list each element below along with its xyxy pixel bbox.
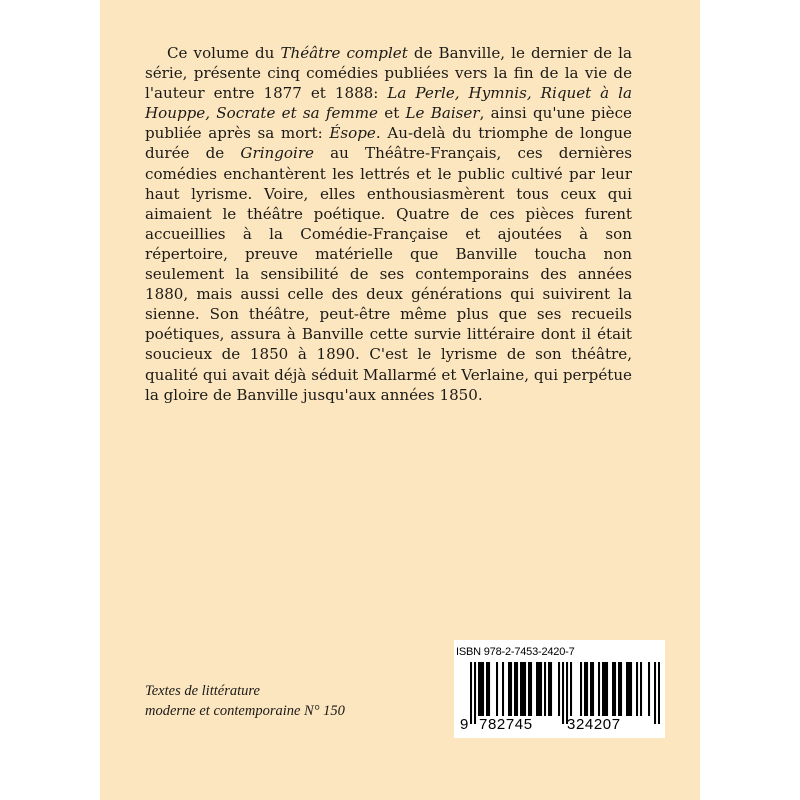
- blurb-title-italic: Le Baiser: [405, 104, 480, 123]
- barcode-bar: [470, 662, 472, 724]
- series-line-2: moderne et contemporaine N° 150: [145, 703, 345, 719]
- barcode-bar: [524, 662, 526, 716]
- barcode-bar: [496, 662, 498, 716]
- barcode-bar: [604, 662, 606, 716]
- barcode-bar: [516, 662, 518, 716]
- barcode-digits-right: 324207: [567, 716, 621, 733]
- barcode-bar: [606, 662, 608, 716]
- barcode-bar: [570, 662, 572, 716]
- barcode-bar: [630, 662, 632, 716]
- blurb-title-italic: Ésope: [329, 124, 376, 143]
- blurb-title-italic: La Perle, Hymnis, Riquet à la Houppe, Socrate et sa femme: [145, 84, 632, 123]
- barcode-bar: [562, 662, 564, 724]
- series-info: [145, 681, 345, 721]
- barcode-bar: [508, 662, 510, 716]
- barcode-bar: [558, 662, 560, 716]
- barcode-digits-left: 782745: [479, 716, 533, 733]
- barcode-bar: [482, 662, 484, 716]
- blurb-text: , ainsi qu'une pièce publiée après sa mort:: [145, 104, 632, 143]
- barcode-bar: [654, 662, 656, 724]
- barcode-bar: [528, 662, 530, 716]
- blurb-text: Ce volume du: [167, 44, 281, 62]
- barcode-bar: [592, 662, 594, 716]
- barcode-bars: [470, 662, 660, 724]
- barcode-bar: [658, 662, 660, 724]
- series-line-1: Textes de littérature: [145, 683, 260, 699]
- barcode-bar: [640, 662, 642, 716]
- barcode-bar: [520, 662, 522, 716]
- barcode-bar: [584, 662, 586, 716]
- blurb-text: et: [378, 104, 406, 123]
- barcode-bar: [626, 662, 628, 716]
- back-cover-blurb: [145, 43, 632, 405]
- back-cover: [100, 0, 700, 800]
- barcode-bar: [550, 662, 552, 716]
- barcode-digit-first: 9: [460, 716, 469, 733]
- barcode-bar: [538, 662, 540, 716]
- barcode-bar: [488, 662, 490, 716]
- barcode-bar: [636, 662, 638, 716]
- barcode-bar: [620, 662, 622, 716]
- barcode-bar: [536, 662, 538, 716]
- blurb-text: au Théâtre-Français, ces dernières comédies enchantèrent les lettrés et le public cultivé par leur haut lyrisme. Voire, elles enthousiasmèrent tous ceux qui aimaient le théâtre poétique. Quatre de ces pièces furent accueillies à la Comédie-Française et ajoutées à son répertoire, preuve matérielle que Banville toucha non seulement la sensibilité de ses contemporains des années 1880, mais aussi celle des deux générations qui suivirent la sienne. Son théâtre, peut-être même plus que ses recueils poétiques, assura à Banville cette survie littéraire dont il était soucieux de 1850 à 1890. C'est le lyrisme de son théâtre, qualité qui avait déjà séduit Mallarmé et Verlaine, qui perpétue la gloire de Banville jusqu'aux années 1850.: [145, 144, 632, 404]
- barcode-bar: [478, 662, 480, 716]
- barcode-bar: [474, 662, 476, 724]
- barcode-bar: [612, 662, 614, 716]
- blurb-text: . Au-delà du triomphe de longue durée de: [145, 124, 632, 163]
- barcode-bar: [580, 662, 582, 716]
- barcode-bar: [486, 662, 488, 716]
- barcode-bar: [586, 662, 588, 716]
- barcode-bar: [548, 662, 550, 716]
- barcode-bar: [614, 662, 616, 716]
- blurb-text: de Banville, le dernier de la série, présente cinq comédies publiées vers la fin de la vie de l'auteur entre 1877 et 1888:: [145, 44, 632, 103]
- isbn-label: ISBN 978-2-7453-2420-7: [456, 646, 575, 658]
- barcode-bar: [602, 662, 604, 716]
- barcode-bar: [530, 662, 532, 716]
- blurb-title-italic: Gringoire: [240, 144, 314, 163]
- barcode-bar: [566, 662, 568, 724]
- barcode-bar: [628, 662, 630, 716]
- barcode-bar: [598, 662, 600, 716]
- barcode-bar: [522, 662, 524, 716]
- barcode-bar: [502, 662, 504, 716]
- barcode-bar: [514, 662, 516, 716]
- barcode-bar: [590, 662, 592, 716]
- barcode-digits: [456, 716, 666, 736]
- isbn-barcode: [454, 640, 665, 738]
- barcode-bar: [510, 662, 512, 716]
- barcode-bar: [544, 662, 546, 716]
- barcode-bar: [480, 662, 482, 716]
- barcode-bar: [618, 662, 620, 716]
- blurb-title-italic: Théâtre complet: [280, 44, 408, 62]
- barcode-bar: [648, 662, 650, 716]
- barcode-bar: [540, 662, 542, 716]
